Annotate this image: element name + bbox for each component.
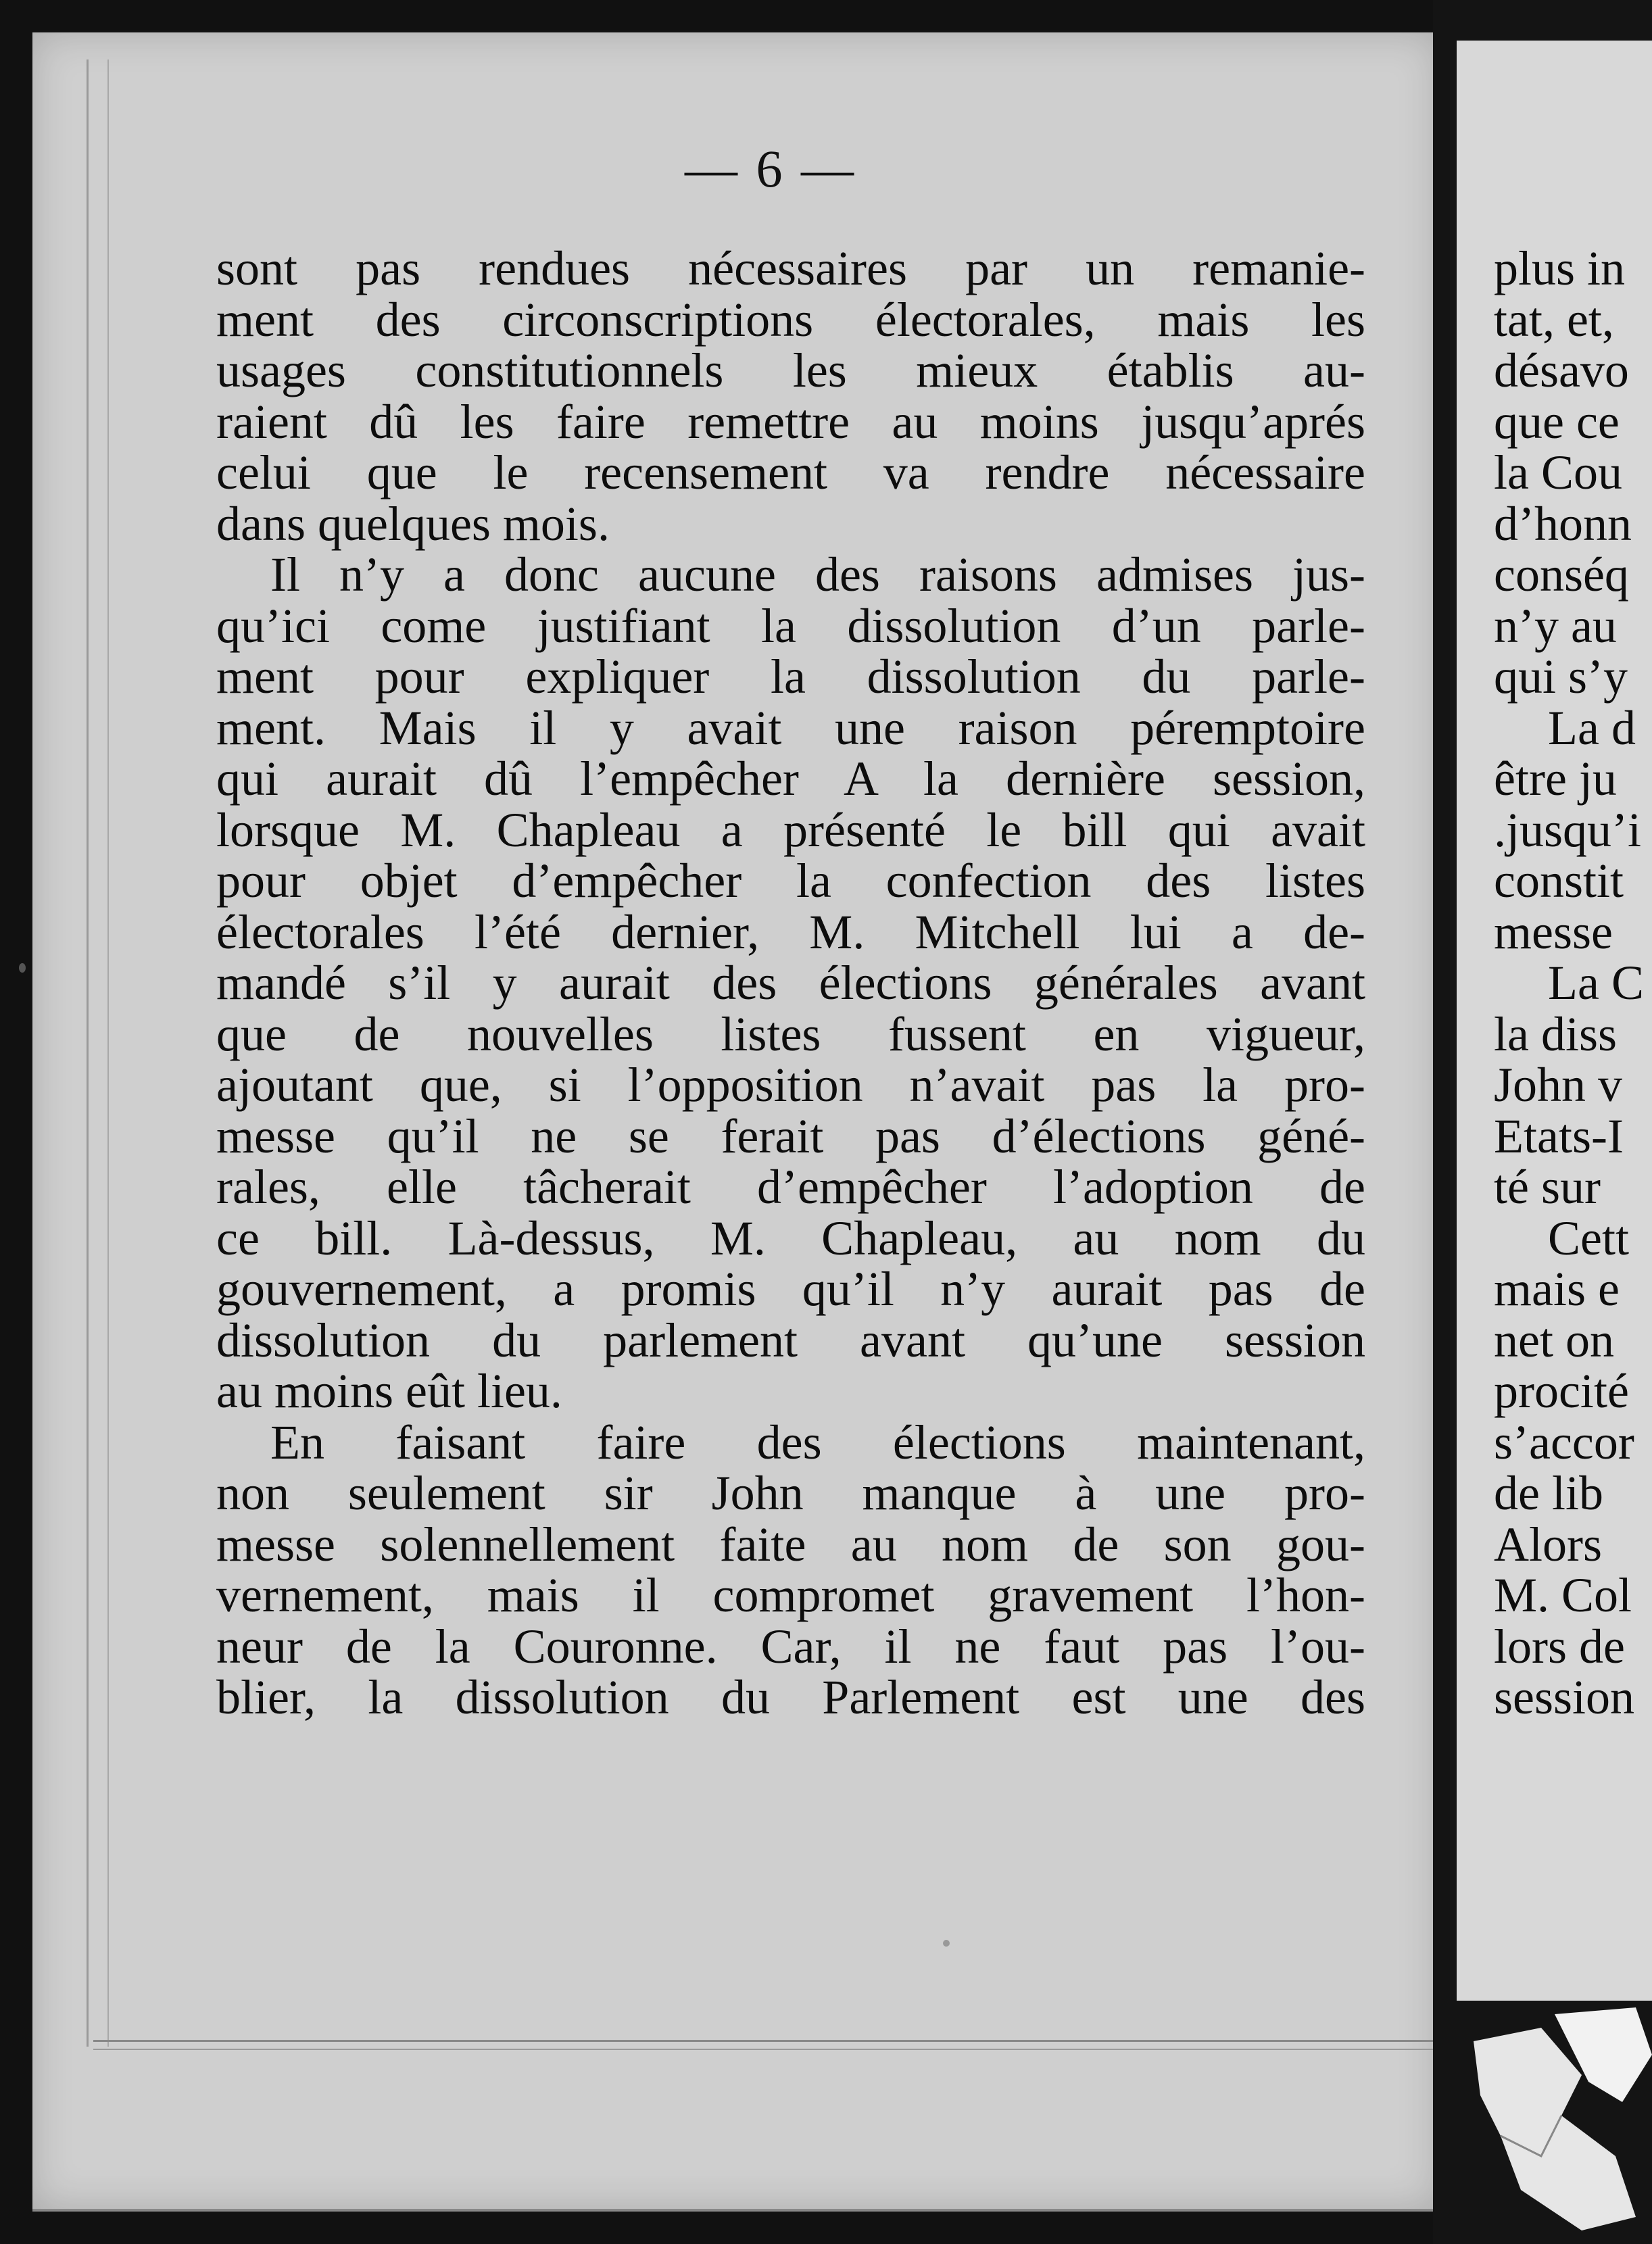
text-line: plus in	[1494, 243, 1626, 295]
text-line: lors de	[1494, 1619, 1625, 1674]
text-line: ment des circonscriptions électorales, mais les	[216, 292, 1365, 347]
text-line: messe	[1494, 904, 1613, 959]
text-line: dans quelques mois.	[216, 496, 610, 551]
text-line: conséq	[1494, 547, 1629, 602]
text-line: qui aurait dû l’empêcher A la dernière session,	[216, 752, 1365, 806]
text-line: session	[1494, 1670, 1635, 1724]
page-edge-left	[87, 59, 109, 2047]
text-line: désavo	[1494, 343, 1629, 397]
text-line: messe qu’il ne se ferait pas d’élections géné-	[216, 1108, 1365, 1163]
text-line: de lib	[1494, 1466, 1603, 1520]
text-line: lorsque M. Chapleau a présenté le bill qui avait	[216, 802, 1365, 857]
scan-speck	[19, 963, 26, 973]
text-line: té sur	[1494, 1160, 1601, 1214]
text-line: n’y au	[1494, 598, 1617, 653]
text-line: Cett	[1548, 1211, 1629, 1265]
text-line: En faisant faire des élections maintenant,	[270, 1415, 1365, 1469]
text-line: la diss	[1494, 1006, 1618, 1061]
text-line: qu’ici come justifiant la dissolution d’un parle-	[216, 598, 1365, 653]
text-line: La C	[1548, 956, 1644, 1010]
text-line: net on	[1494, 1313, 1614, 1367]
text-line: que ce	[1494, 394, 1620, 449]
text-line: ment. Mais il y avait une raison péremptoire	[216, 700, 1365, 755]
text-line: .jusqu’i	[1494, 802, 1642, 857]
text-line: la Cou	[1494, 445, 1622, 499]
text-line: John v	[1494, 1058, 1623, 1112]
text-line: être ju	[1494, 752, 1617, 806]
text-line: Alors	[1494, 1517, 1602, 1571]
text-line: ajoutant que, si l’opposition n’avait pas la pro-	[216, 1058, 1365, 1112]
text-line: raient dû les faire remettre au moins jusqu’aprés	[216, 394, 1365, 449]
text-line: La d	[1548, 700, 1636, 755]
right-page-text	[1494, 243, 1652, 1724]
page-number: — 6 —	[685, 139, 856, 198]
page-edge-bottom	[93, 2040, 1465, 2050]
main-text-block	[216, 243, 1365, 1724]
torn-page-corner	[1460, 2001, 1652, 2244]
text-line: M. Col	[1494, 1568, 1632, 1622]
text-line: celui que le recensement va rendre nécessaire	[216, 445, 1365, 499]
text-line: gouvernement, a promis qu’il n’y aurait pas de	[216, 1262, 1365, 1316]
text-line: neur de la Couronne. Car, il ne faut pas l’ou-	[216, 1619, 1365, 1674]
text-line: ce bill. Là-dessus, M. Chapleau, au nom du	[216, 1211, 1365, 1265]
text-line: électorales l’été dernier, M. Mitchell lui a de-	[216, 904, 1365, 959]
text-line: non seulement sir John manque à une pro-	[216, 1466, 1365, 1520]
text-line: dissolution du parlement avant qu’une session	[216, 1313, 1365, 1367]
text-line: mandé s’il y aurait des élections générales avant	[216, 956, 1365, 1010]
text-line: usages constitutionnels les mieux établis au-	[216, 343, 1365, 397]
text-line: Il n’y a donc aucune des raisons admises jus-	[270, 547, 1365, 602]
scan-speck	[943, 1940, 950, 1947]
text-line: s’accor	[1494, 1415, 1634, 1469]
text-line: sont pas rendues nécessaires par un remanie-	[216, 241, 1365, 295]
text-line: au moins eût lieu.	[216, 1364, 562, 1418]
text-line: pour objet d’empêcher la confection des listes	[216, 854, 1365, 908]
text-line: qui s’y	[1494, 650, 1628, 704]
text-line: que de nouvelles listes fussent en vigueur,	[216, 1006, 1365, 1061]
text-line: blier, la dissolution du Parlement est une des	[216, 1670, 1365, 1724]
text-line: ment pour expliquer la dissolution du parle-	[216, 650, 1365, 704]
text-line: mais e	[1494, 1262, 1620, 1316]
text-line: tat, et,	[1494, 292, 1614, 347]
text-line: messe solennellement faite au nom de son gou-	[216, 1517, 1365, 1571]
text-line: vernement, mais il compromet gravement l’hon-	[216, 1568, 1365, 1622]
text-line: rales, elle tâcherait d’empêcher l’adoption de	[216, 1160, 1365, 1214]
text-line: d’honn	[1494, 496, 1632, 551]
text-line: Etats-I	[1494, 1108, 1624, 1163]
text-line: constit	[1494, 854, 1624, 908]
text-line: procité	[1494, 1364, 1629, 1418]
